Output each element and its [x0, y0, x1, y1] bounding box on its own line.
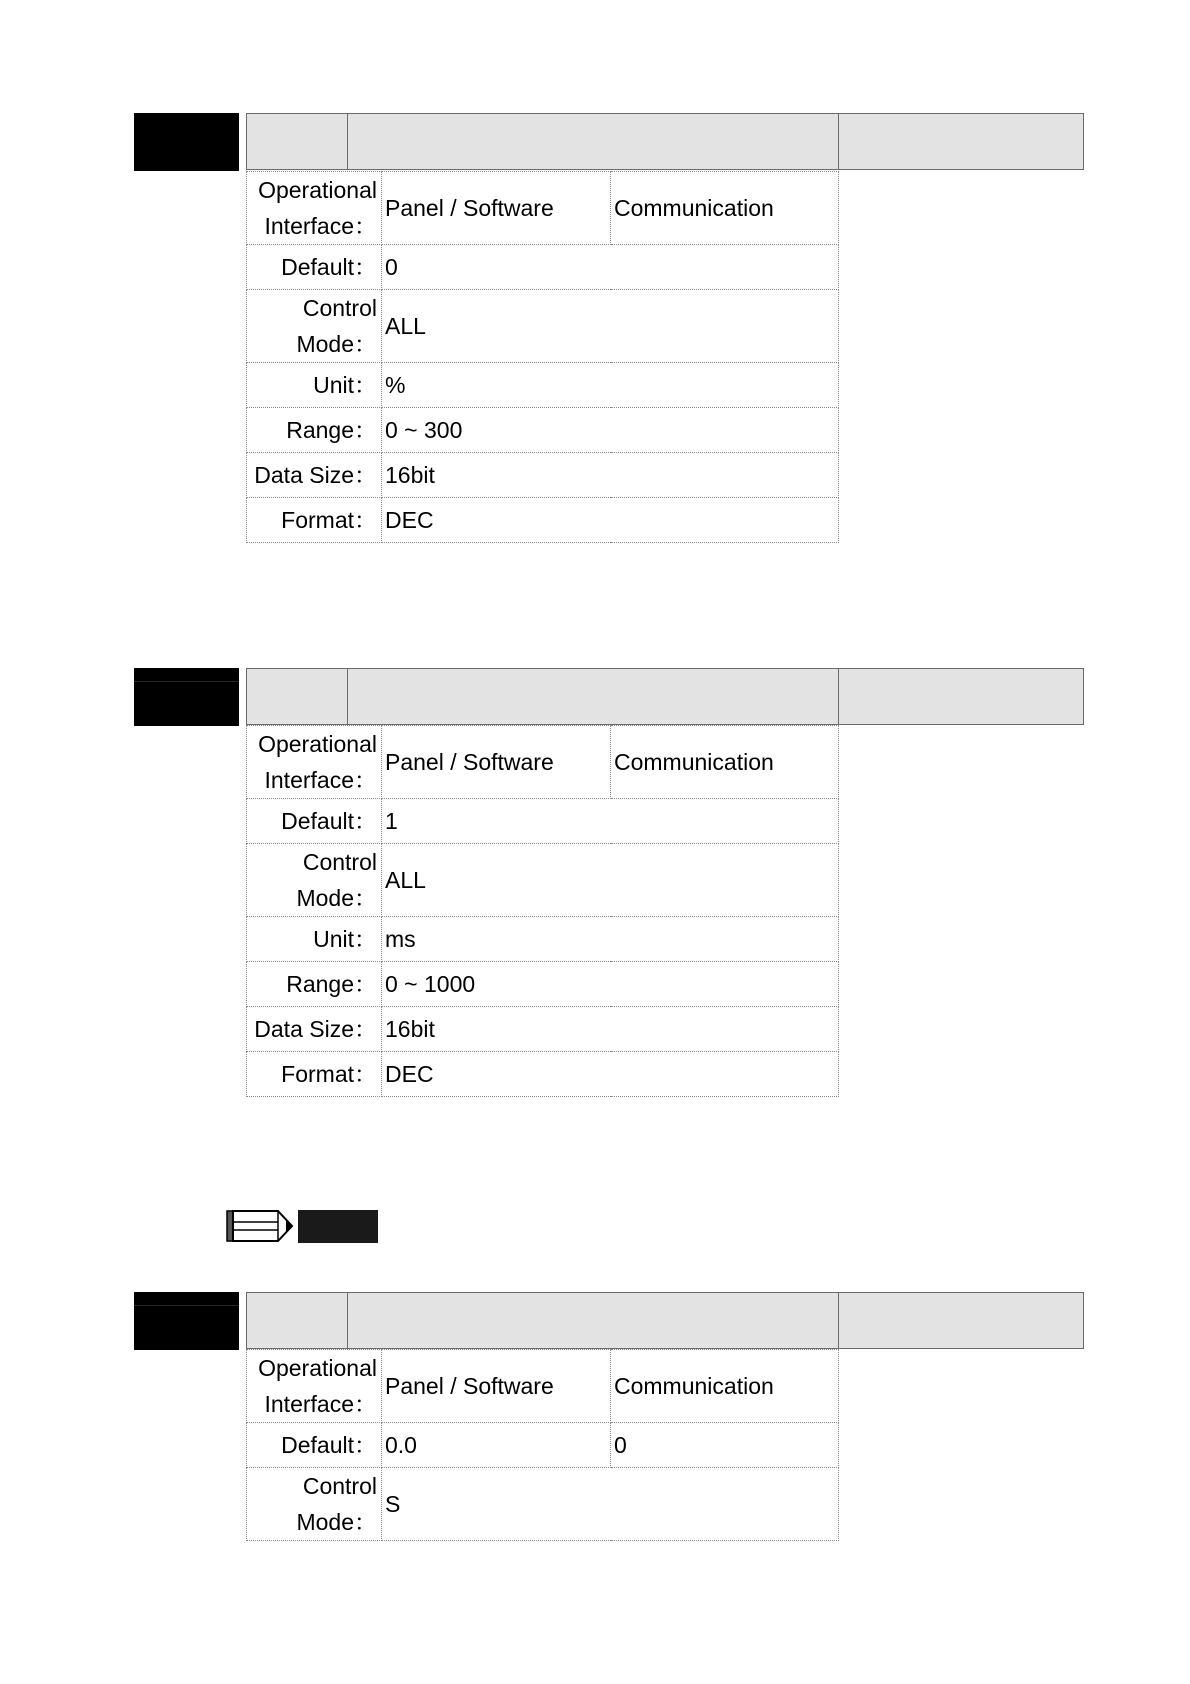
- data-size-row: [247, 453, 839, 498]
- unit-value: ms: [382, 917, 839, 962]
- range-value: 0 ~ 300: [382, 408, 839, 453]
- data-size-value: 16bit: [382, 453, 839, 498]
- range-label: Range：: [247, 408, 382, 453]
- note-label-box: [298, 1210, 378, 1243]
- default-row: [247, 799, 839, 844]
- parameter-id-tab: [134, 668, 239, 726]
- unit-value: %: [382, 363, 839, 408]
- parameter-id-tab: [134, 1292, 239, 1350]
- range-row: [247, 408, 839, 453]
- default-row: [247, 245, 839, 290]
- control-mode-label: Control Mode：: [247, 290, 382, 363]
- default-panel-value: 0.0: [382, 1423, 611, 1468]
- interface-panel-value: Panel / Software: [382, 1350, 611, 1423]
- unit-row: [247, 917, 839, 962]
- format-value: DEC: [382, 498, 839, 543]
- parameter-header-bar: [246, 668, 1084, 725]
- data-size-value: 16bit: [382, 1007, 839, 1052]
- unit-label: Unit：: [247, 917, 382, 962]
- format-row: [247, 498, 839, 543]
- operational-interface-label: Operational Interface：: [247, 172, 382, 245]
- operational-interface-row: [247, 1350, 839, 1423]
- data-size-label: Data Size：: [247, 1007, 382, 1052]
- parameter-table: [246, 725, 839, 1097]
- pencil-note-icon: [226, 1207, 296, 1245]
- default-label: Default：: [247, 1423, 382, 1468]
- operational-interface-label: Operational Interface：: [247, 1350, 382, 1423]
- control-mode-row: [247, 1468, 839, 1541]
- parameter-table: [246, 1349, 839, 1541]
- default-label: Default：: [247, 799, 382, 844]
- data-size-row: [247, 1007, 839, 1052]
- parameter-header-bar: [246, 1292, 1084, 1349]
- format-label: Format：: [247, 1052, 382, 1097]
- default-comm-value: 0: [611, 1423, 839, 1468]
- control-mode-value: ALL: [382, 290, 839, 363]
- control-mode-row: [247, 290, 839, 363]
- note-marker: [226, 1207, 382, 1245]
- control-mode-row: [247, 844, 839, 917]
- operational-interface-label: Operational Interface：: [247, 726, 382, 799]
- unit-row: [247, 363, 839, 408]
- default-value: 1: [382, 799, 839, 844]
- format-value: DEC: [382, 1052, 839, 1097]
- control-mode-value: S: [382, 1468, 839, 1541]
- interface-comm-value: Communication: [611, 172, 839, 245]
- data-size-label: Data Size：: [247, 453, 382, 498]
- parameter-table: [246, 171, 839, 543]
- range-row: [247, 962, 839, 1007]
- unit-label: Unit：: [247, 363, 382, 408]
- control-mode-label: Control Mode：: [247, 844, 382, 917]
- interface-comm-value: Communication: [611, 1350, 839, 1423]
- default-value: 0: [382, 245, 839, 290]
- interface-comm-value: Communication: [611, 726, 839, 799]
- control-mode-label: Control Mode：: [247, 1468, 382, 1541]
- range-value: 0 ~ 1000: [382, 962, 839, 1007]
- control-mode-value: ALL: [382, 844, 839, 917]
- parameter-id-tab: [134, 113, 239, 171]
- default-row: [247, 1423, 839, 1468]
- range-label: Range：: [247, 962, 382, 1007]
- operational-interface-row: [247, 726, 839, 799]
- format-label: Format：: [247, 498, 382, 543]
- operational-interface-row: [247, 172, 839, 245]
- format-row: [247, 1052, 839, 1097]
- interface-panel-value: Panel / Software: [382, 172, 611, 245]
- default-label: Default：: [247, 245, 382, 290]
- parameter-header-bar: [246, 113, 1084, 170]
- interface-panel-value: Panel / Software: [382, 726, 611, 799]
